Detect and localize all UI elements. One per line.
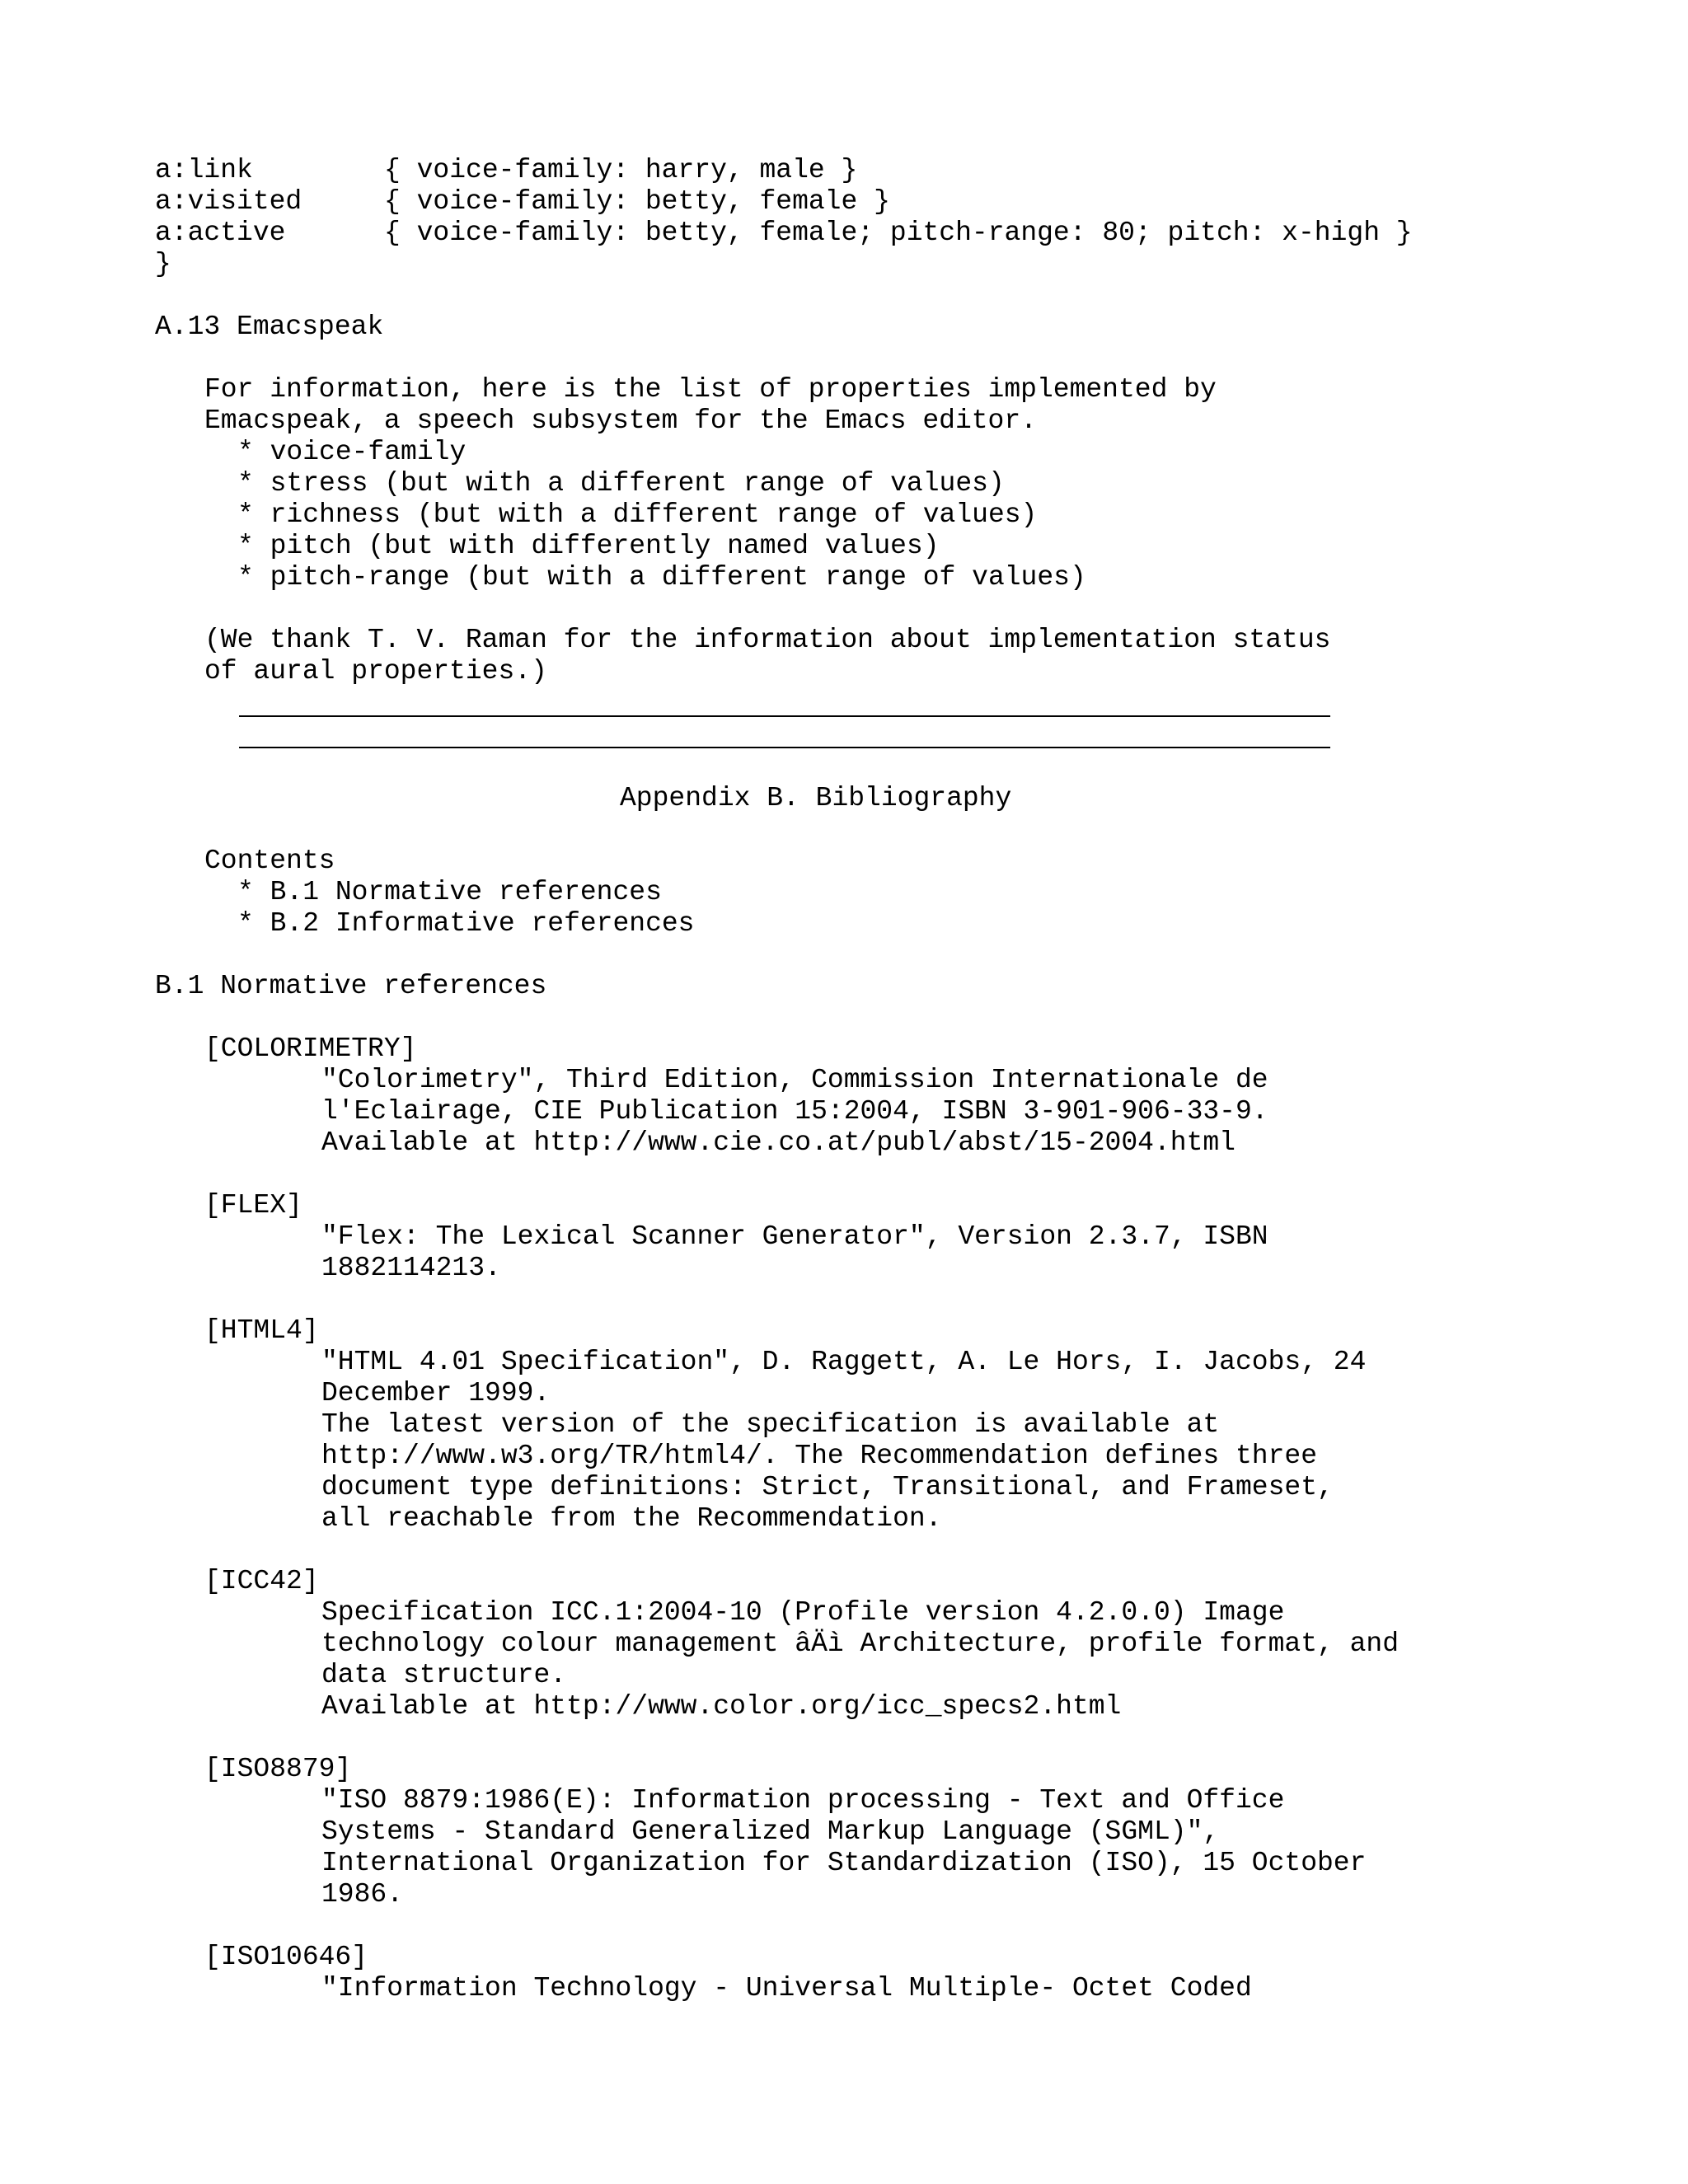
emacspeak-bullet: * pitch (but with differently named values) bbox=[237, 531, 940, 561]
closing-brace: } bbox=[155, 249, 171, 279]
reference-text-line: "HTML 4.01 Specification", D. Raggett, A. Le Hors, I. Jacobs, 24 bbox=[321, 1347, 1367, 1377]
horizontal-rule bbox=[239, 715, 1330, 717]
reference-text-line: 1986. bbox=[321, 1879, 404, 1910]
css-selector-link: a:link bbox=[155, 155, 253, 185]
reference-text-line: data structure. bbox=[321, 1660, 567, 1690]
section-heading-emacspeak: A.13 Emacspeak bbox=[155, 312, 384, 342]
contents-item-b2[interactable]: * B.2 Informative references bbox=[237, 908, 695, 939]
reference-text-line: "Flex: The Lexical Scanner Generator", Version 2.3.7, ISBN bbox=[321, 1221, 1268, 1252]
css-selector-active: a:active bbox=[155, 218, 286, 248]
reference-text-line: Available at http://www.color.org/icc_specs2.html bbox=[321, 1691, 1122, 1722]
reference-text-line: International Organization for Standardization (ISO), 15 October bbox=[321, 1848, 1367, 1878]
reference-text-line: http://www.w3.org/TR/html4/. The Recommendation defines three bbox=[321, 1441, 1317, 1471]
reference-key-icc42: [ICC42] bbox=[204, 1566, 319, 1596]
reference-text-line: document type definitions: Strict, Transitional, and Frameset, bbox=[321, 1472, 1334, 1502]
emacspeak-bullet: * richness (but with a different range of values) bbox=[237, 499, 1038, 530]
reference-key-html4: [HTML4] bbox=[204, 1315, 319, 1346]
reference-text-line: l'Eclairage, CIE Publication 15:2004, ISBN 3-901-906-33-9. bbox=[321, 1096, 1268, 1127]
reference-text-line: all reachable from the Recommendation. bbox=[321, 1503, 942, 1534]
horizontal-rule bbox=[239, 747, 1330, 748]
reference-text-line: "ISO 8879:1986(E): Information processing - Text and Office bbox=[321, 1785, 1285, 1816]
reference-key-colorimetry: [COLORIMETRY] bbox=[204, 1033, 417, 1064]
emacspeak-bullet: * voice-family bbox=[237, 437, 467, 467]
emacspeak-thanks-line: of aural properties.) bbox=[204, 656, 547, 687]
reference-text-line: 1882114213. bbox=[321, 1253, 501, 1283]
emacspeak-thanks-line: (We thank T. V. Raman for the information about implementation status bbox=[204, 625, 1331, 655]
css-declaration-active: { voice-family: betty, female; pitch-range: 80; pitch: x-high } bbox=[384, 218, 1413, 248]
reference-text-line: Systems - Standard Generalized Markup Language (SGML)", bbox=[321, 1816, 1220, 1847]
emacspeak-bullet: * pitch-range (but with a different range of values) bbox=[237, 562, 1086, 593]
reference-key-flex: [FLEX] bbox=[204, 1190, 302, 1221]
contents-label: Contents bbox=[204, 846, 335, 876]
reference-key-iso8879: [ISO8879] bbox=[204, 1754, 352, 1784]
reference-key-iso10646: [ISO10646] bbox=[204, 1942, 368, 1972]
emacspeak-intro-line: For information, here is the list of properties implemented by bbox=[204, 374, 1217, 405]
reference-text-line: "Colorimetry", Third Edition, Commission Internationale de bbox=[321, 1065, 1268, 1095]
reference-text-line: Specification ICC.1:2004-10 (Profile version 4.2.0.0) Image bbox=[321, 1597, 1285, 1628]
contents-item-b1[interactable]: * B.1 Normative references bbox=[237, 877, 662, 907]
appendix-title: Appendix B. Bibliography bbox=[620, 783, 1012, 813]
css-selector-visited: a:visited bbox=[155, 186, 302, 217]
css-declaration-link: { voice-family: harry, male } bbox=[384, 155, 858, 185]
reference-text-line: December 1999. bbox=[321, 1378, 551, 1408]
emacspeak-intro-line: Emacspeak, a speech subsystem for the Emacs editor. bbox=[204, 405, 1037, 436]
reference-text-line: technology colour management âÄì Architecture, profile format, and bbox=[321, 1629, 1400, 1659]
reference-text-line: The latest version of the specification is available at bbox=[321, 1409, 1220, 1440]
reference-text-line: Available at http://www.cie.co.at/publ/abst/15-2004.html bbox=[321, 1127, 1236, 1158]
css-declaration-visited: { voice-family: betty, female } bbox=[384, 186, 890, 217]
emacspeak-bullet: * stress (but with a different range of values) bbox=[237, 468, 1005, 499]
section-heading-normative: B.1 Normative references bbox=[155, 971, 547, 1001]
reference-text-line: "Information Technology - Universal Multiple- Octet Coded bbox=[321, 1973, 1252, 2004]
